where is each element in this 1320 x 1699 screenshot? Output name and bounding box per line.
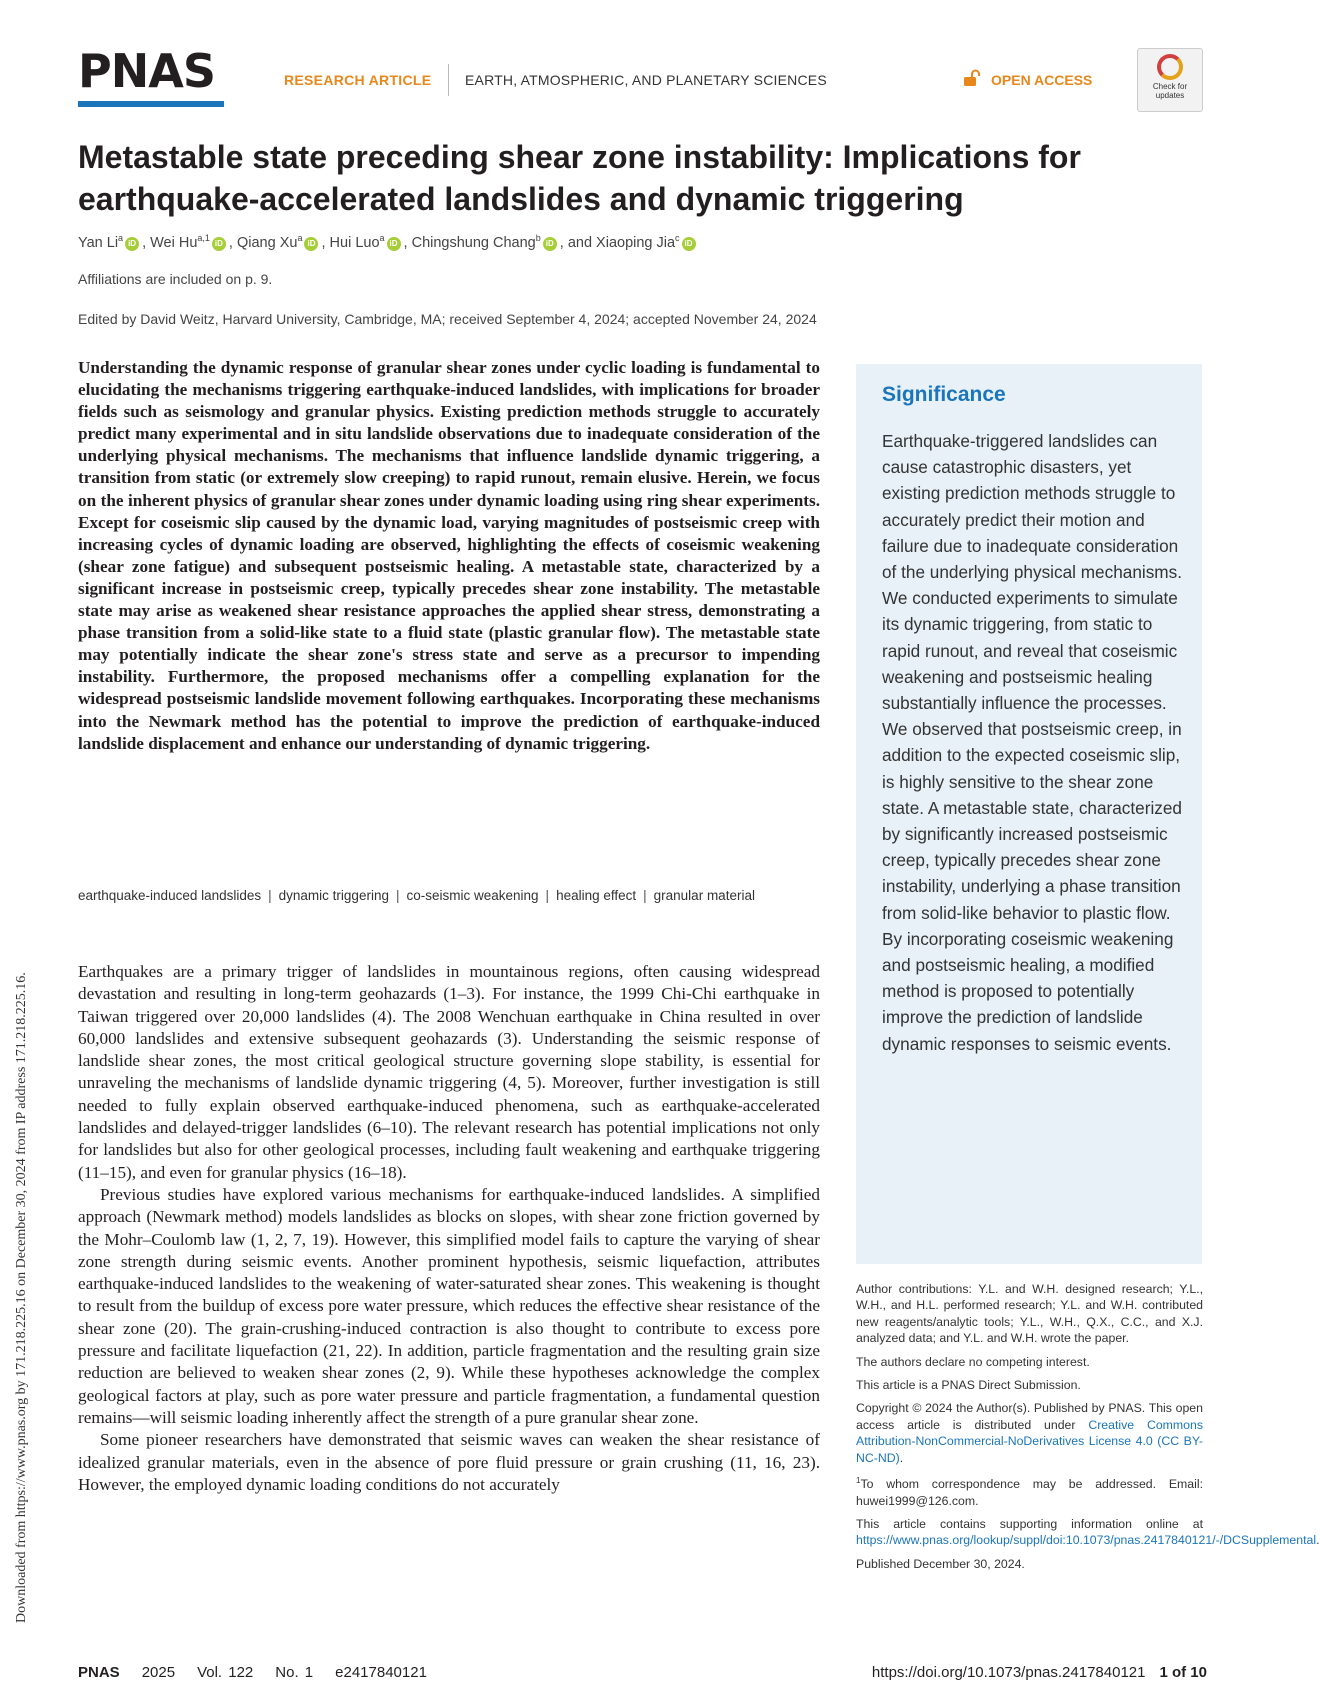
check-for-updates-button[interactable] bbox=[1137, 48, 1203, 112]
check-updates-line1: Check for bbox=[1152, 82, 1188, 91]
orcid-icon[interactable]: iD bbox=[387, 237, 401, 251]
license-link[interactable]: Creative Commons Attribution-NonCommercial-NoDerivatives License 4.0 (CC BY-NC-ND) bbox=[856, 1417, 1203, 1465]
keyword-separator: | bbox=[643, 888, 647, 903]
body-paragraph: Earthquakes are a primary trigger of landslides in mountainous regions, often causing widespread devastation and resulting in long-term geohazards (1–3). For instance, the 1999 Chi-Chi earthquake in Taiwan triggered over 20,000 landslides (4). The 2008 Wenchuan earthquake in China resulted in over 60,000 landslides and extensive subsequent geohazards (3). Understanding the seismic response of landslide shear zones, the most critical geological structure governing slope stability, is essential for unraveling the mechanisms of landslide dynamic triggering (4, 5). Moreover, further investigation is still needed to fully explain observed earthquake-induced phenomena, such as earthquake-accelerated landslides and delayed-trigger landslides (6–10). The relevant research has potential implications not only for landslides but also for other geological processes, including fault weakening and earthquake triggering (11–15), and even for granular physics (16–18). bbox=[78, 962, 820, 1182]
author-affiliation-mark: a bbox=[379, 233, 385, 243]
article-type-label: RESEARCH ARTICLE bbox=[284, 72, 432, 88]
author-name[interactable]: Xiaoping Jia bbox=[596, 234, 676, 251]
download-watermark: Downloaded from https://www.pnas.org by 171.218.225.16 on December 30, 2024 from IP address 171.218.225.16. bbox=[14, 972, 29, 1623]
significance-text: Earthquake-triggered landslides can cause catastrophic disasters, yet existing prediction methods struggle to accurately predict their motion and failure due to inadequate consideration of the underlying physical mechanisms. We conducted experiments to simulate its dynamic triggering, from static to rapid runout, and reveal that coseismic weakening and postseismic healing substantially influence the processes. We observed that postseismic creep, in addition to the expected coseismic slip, is highly sensitive to the shear zone state. A metastable state, characterized by significantly increased postseismic creep, typically precedes shear zone instability, underlying a phase transition from solid-like behavior to plastic flow. By incorporating coseismic weakening and postseismic healing, a modified method is proposed to potentially improve the prediction of landslide dynamic responses to seismic events. bbox=[882, 431, 1182, 1054]
editor-line: Edited by David Weitz, Harvard University, Cambridge, MA; received September 4, 2024; accepted November 24, 2024 bbox=[78, 311, 817, 327]
orcid-icon[interactable]: iD bbox=[125, 237, 139, 251]
keyword-separator: | bbox=[545, 888, 550, 903]
orcid-icon[interactable]: iD bbox=[304, 237, 318, 251]
submission-note: This article is a PNAS Direct Submission. bbox=[856, 1378, 1081, 1393]
author-name[interactable]: Chingshung Chang bbox=[411, 234, 536, 251]
affiliations-note: Affiliations are included on p. 9. bbox=[78, 271, 273, 287]
keyword-list bbox=[78, 886, 820, 906]
footer-year: 2025 bbox=[141, 1664, 176, 1681]
footer-journal: PNAS bbox=[78, 1664, 120, 1681]
supplement-link[interactable]: https://www.pnas.org/lookup/suppl/doi:10.1073/pnas.2417840121/-/DCSupplemental bbox=[856, 1533, 1317, 1548]
published-date: Published December 30, 2024. bbox=[856, 1556, 1025, 1571]
supporting-info-note: This article contains supporting information online at https://www.pnas.org/lookup/suppl/doi:10.1073/pnas.2417840121/-/DCSupplemental. bbox=[856, 1516, 1320, 1548]
main-text bbox=[78, 961, 820, 1496]
keyword-separator: | bbox=[268, 888, 272, 903]
logo-underline bbox=[78, 101, 224, 107]
keyword: dynamic triggering bbox=[278, 888, 389, 903]
orcid-icon[interactable]: iD bbox=[543, 237, 557, 251]
author-name[interactable]: Yan Li bbox=[78, 234, 119, 251]
open-access-label[interactable]: OPEN ACCESS bbox=[991, 72, 1093, 88]
author-name[interactable]: Qiang Xu bbox=[236, 234, 298, 251]
footer-citation bbox=[78, 1664, 449, 1681]
author-affiliation-mark: a,1 bbox=[197, 233, 210, 243]
keyword: earthquake-induced landslides bbox=[78, 888, 262, 903]
author-affiliation-mark: a bbox=[118, 233, 124, 243]
header-divider bbox=[448, 64, 449, 96]
check-updates-line2: updates bbox=[1155, 91, 1185, 100]
orcid-icon[interactable]: iD bbox=[682, 237, 696, 251]
keyword: healing effect bbox=[556, 888, 637, 903]
keyword: co-seismic weakening bbox=[406, 888, 539, 903]
orcid-icon[interactable]: iD bbox=[212, 237, 226, 251]
author-name[interactable]: Wei Hu bbox=[150, 234, 198, 251]
section-label: EARTH, ATMOSPHERIC, AND PLANETARY SCIENCES bbox=[465, 72, 827, 88]
article-title: Metastable state preceding shear zone instability: Implications for earthquake-accelerated landslides and dynamic triggering bbox=[78, 139, 1081, 217]
author-name[interactable]: Hui Luo bbox=[329, 234, 380, 251]
competing-interest: The authors declare no competing interest. bbox=[856, 1354, 1090, 1369]
author-affiliation-mark: a bbox=[297, 233, 303, 243]
article-notes bbox=[856, 1281, 1320, 1579]
footer-volume: Vol. 122 bbox=[197, 1664, 254, 1681]
footer-doi bbox=[872, 1664, 1207, 1681]
keyword: granular material bbox=[653, 888, 755, 903]
body-paragraph: Previous studies have explored various mechanisms for earthquake-induced landslides. A simplified approach (Newmark method) models landslides as blocks on slopes, with shear zone friction governed by the Mohr–Coulomb law (1, 2, 7, 19). However, this simplified model fails to capture the varying of shear zone strength during seismic events. Another prominent hypothesis, seismic liquefaction, attributes earthquake-induced landslides to the weakening of water-saturated shear zones. This weakening is thought to result from the buildup of excess pore water pressure, which reduces the effective shear resistance of the shear zone (20). The grain-crushing-induced contraction is also thought to contribute to excess pore pressure and facilitate liquefaction (21, 22). In addition, particle fragmentation and the resulting grain size reduction are believed to weaken shear zones (2, 9). While these hypotheses acknowledge the complex geological factors at play, such as pore water pressure and particle fragmentation, a fundamental question remains—will seismic loading inherently affect the strength of a pure granular shear zone. bbox=[78, 1184, 820, 1427]
author-affiliation-mark: c bbox=[675, 233, 680, 243]
footer-article-id: e2417840121 bbox=[335, 1664, 427, 1681]
keyword-separator: | bbox=[395, 888, 400, 903]
author-contributions: Author contributions: Y.L. and W.H. designed research; Y.L., W.H., and H.L. performed research; Y.L. and W.H. contributed new reagents/analytic tools; Y.L., W.H., Q.X., C.C., and X.J. analyzed data; and Y.L. and W.H. wrote the paper. bbox=[856, 1282, 1203, 1346]
open-lock-icon bbox=[962, 69, 980, 87]
crossmark-icon bbox=[1157, 54, 1183, 80]
journal-logo[interactable]: PNAS bbox=[78, 44, 215, 98]
footer-issue: No. 1 bbox=[275, 1664, 314, 1681]
body-paragraph: Some pioneer researchers have demonstrated that seismic waves can weaken the shear resistance of idealized granular materials, even in the absence of pore fluid pressure or grain crushing (11, 16, 23). However, the employed dynamic loading conditions do not accurately bbox=[78, 1430, 820, 1494]
doi-link[interactable]: https://doi.org/10.1073/pnas.2417840121 bbox=[871, 1664, 1146, 1681]
author-affiliation-mark: b bbox=[535, 233, 541, 243]
page-number: 1 of 10 bbox=[1159, 1664, 1207, 1681]
author-list: Yan Li$^a$iD , Wei Hu$^{a,1}$iD , Qiang Xu$^a$iD , Hui Luo$^a$iD , Chingshung Chang$^b$iD , and Xiaoping Jia$^c$iD bbox=[78, 233, 699, 251]
significance-heading: Significance bbox=[882, 383, 1006, 406]
abstract: Understanding the dynamic response of granular shear zones under cyclic loading is fundamental to elucidating the mechanisms triggering earthquake-induced landslides, with implications for broader fields such as seismology and granular physics. Existing prediction methods struggle to accurately predict many experimental and in situ landslide observations due to inadequate consideration of the underlying physical mechanisms. The mechanisms that influence landslide dynamic triggering, a transition from static (or extremely slow creeping) to rapid runout, remain elusive. Herein, we focus on the inherent physics of granular shear zones under dynamic loading using ring shear experiments. Except for coseismic slip caused by the dynamic load, varying magnitudes of postseismic creep with increasing cycles of dynamic loading are observed, highlighting the effects of coseismic weakening (shear zone fatigue) and subsequent postseismic healing. A metastable state, characterized by a significant increase in postseismic creep, typically precedes shear zone instability. The metastable state may arise as weakened shear resistance approaches the applied shear stress, demonstrating a phase transition from a solid-like state to a fluid state (plastic granular flow). The metastable state may potentially indicate the shear zone's stress state and serve as a precursor to impending instability. Furthermore, the proposed mechanisms offer a compelling explanation for the widespread postseismic landslide movement following earthquakes. Incorporating these mechanisms into the Newmark method has the potential to improve the prediction of earthquake-induced landslide displacement and enhance our understanding of dynamic triggering. bbox=[78, 358, 820, 753]
copyright-note: Copyright © 2024 the Author(s). Published by PNAS. This open access article is distributed under Creative Commons Attribution-NonCommercial-NoDerivatives License 4.0 (CC BY-NC-ND). bbox=[856, 1401, 1203, 1465]
correspondence-note: $^1$To whom correspondence may be addressed. Email: huwei1999@126.com. bbox=[856, 1476, 1203, 1508]
